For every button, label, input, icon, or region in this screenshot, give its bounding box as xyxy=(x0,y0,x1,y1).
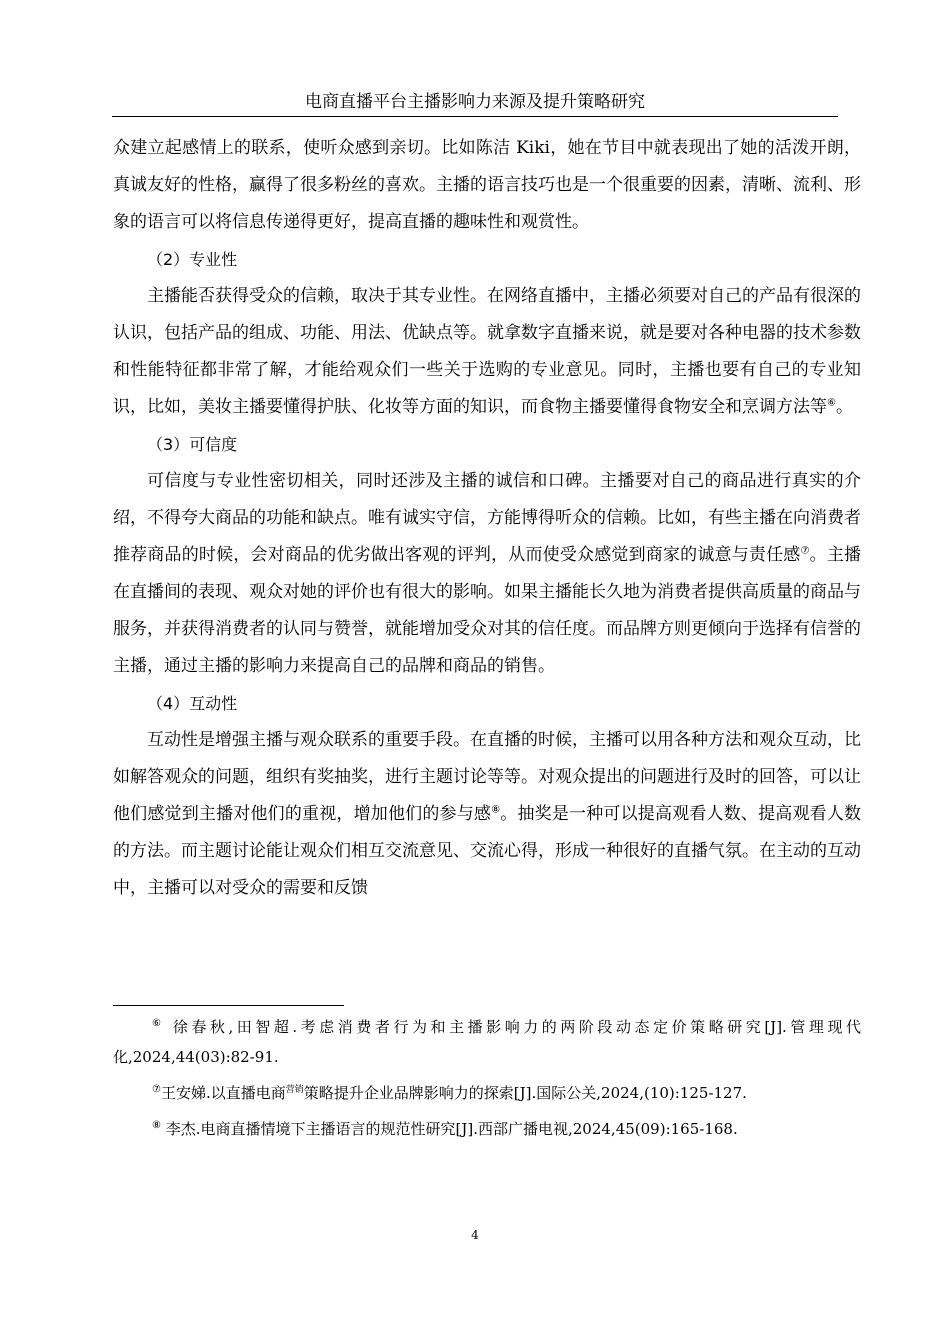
footnote-text: 李杰.电商直播情境下主播语言的规范性研究[J].西部广播电视,2024,45(09):165-168. xyxy=(160,1120,738,1138)
paragraph-text: 主播能否获得受众的信赖，取决于其专业性。在网络直播中，主播必须要对自己的产品有很深的认识，包括产品的组成、功能、用法、优缺点等。就拿数字直播来说，就是要对各种电器的技术参数和性能特征都非常了解，才能给观众们一些关于选购的专业意见。同时，主播也要有自己的专业知识，比如，美妆主播要懂得护肤、化妆等方面的知识，而食物主播要懂得食物安全和烹调方法等 xyxy=(113,286,861,417)
paragraph-tail: 。抽奖是一种可以提高观看人数、提高观看人数的方法。而主题讨论能让观众们相互交流意见、交流心得，形成一种很好的直播气氛。在主动的互动中，主播可以对受众的需要和反馈 xyxy=(113,804,862,898)
body-text xyxy=(113,130,861,907)
running-header xyxy=(112,88,838,117)
footnote-separator xyxy=(113,1005,344,1006)
footnote-inline-note: 营销 xyxy=(285,1085,304,1095)
footnote-8 xyxy=(113,1114,861,1144)
footnote-text: 徐春秋,田智超.考虑消费者行为和主播影响力的两阶段动态定价策略研究[J].管理现代化,2024,44(03):82-91. xyxy=(113,1018,861,1066)
footnote-text-cont: 策略提升企业品牌影响力的探索[J].国际公关,2024,(10):125-127. xyxy=(303,1084,747,1102)
paragraph-credibility xyxy=(113,463,861,685)
heading-credibility: （3）可信度 xyxy=(147,435,238,454)
footnote-mark: ⑦ xyxy=(152,1084,161,1095)
paragraph-tail: 。主播在直播间的表现、观众对她的评价也有很大的影响。如果主播能长久地为消费者提供高质量的商品与服务，并获得消费者的认同与赞誉，就能增加受众对其的信任度。而品牌方则更倾向于选择有信誉的主播，通过主播的影响力来提高自己的品牌和商品的销售。 xyxy=(113,545,862,676)
heading-professionalism: （2）专业性 xyxy=(147,250,238,269)
footnote-7 xyxy=(113,1078,861,1108)
footnote-ref-8[interactable]: ⑧ xyxy=(491,804,501,816)
footnotes xyxy=(113,1012,861,1150)
paragraph-interactivity xyxy=(113,722,861,907)
footnote-text: 王安娣.以直播电商 xyxy=(160,1084,286,1102)
footnote-6 xyxy=(113,1012,861,1072)
footnote-ref-6[interactable]: ⑥ xyxy=(827,397,836,409)
footnote-ref-7[interactable]: ⑦ xyxy=(800,545,810,557)
page-number: 4 xyxy=(471,1228,479,1242)
paragraph-continued: 众建立起感情上的联系，使听众感到亲切。比如陈洁 Kiki，她在节目中就表现出了她的活泼开朗，真诚友好的性格，赢得了很多粉丝的喜欢。主播的语言技巧也是一个很重要的因素，清晰、流利、形象的语言可以将信息传递得更好，提高直播的趣味性和观赏性。 xyxy=(113,138,861,232)
paragraph-tail: 。 xyxy=(835,397,853,417)
paragraph-professionalism xyxy=(113,278,861,426)
heading-interactivity: （4）互动性 xyxy=(147,694,238,713)
footnote-mark: ⑥ xyxy=(152,1018,165,1029)
footnote-mark: ⑧ xyxy=(152,1120,161,1131)
paragraph-text: 可信度与专业性密切相关，同时还涉及主播的诚信和口碑。主播要对自己的商品进行真实的介绍，不得夸大商品的功能和缺点。唯有诚实守信，方能博得听众的信赖。比如，有些主播在向消费者推荐商品的时候，会对商品的优劣做出客观的评判，从而使受众感觉到商家的诚意与责任感 xyxy=(113,471,861,565)
running-header-title: 电商直播平台主播影响力来源及提升策略研究 xyxy=(305,92,645,112)
paragraph-text: 互动性是增强主播与观众联系的重要手段。在直播的时候，主播可以用各种方法和观众互动，比如解答观众的问题，组织有奖抽奖，进行主题讨论等等。对观众提出的问题进行及时的回答，可以让他们感觉到主播对他们的重视，增加他们的参与感 xyxy=(113,730,861,824)
